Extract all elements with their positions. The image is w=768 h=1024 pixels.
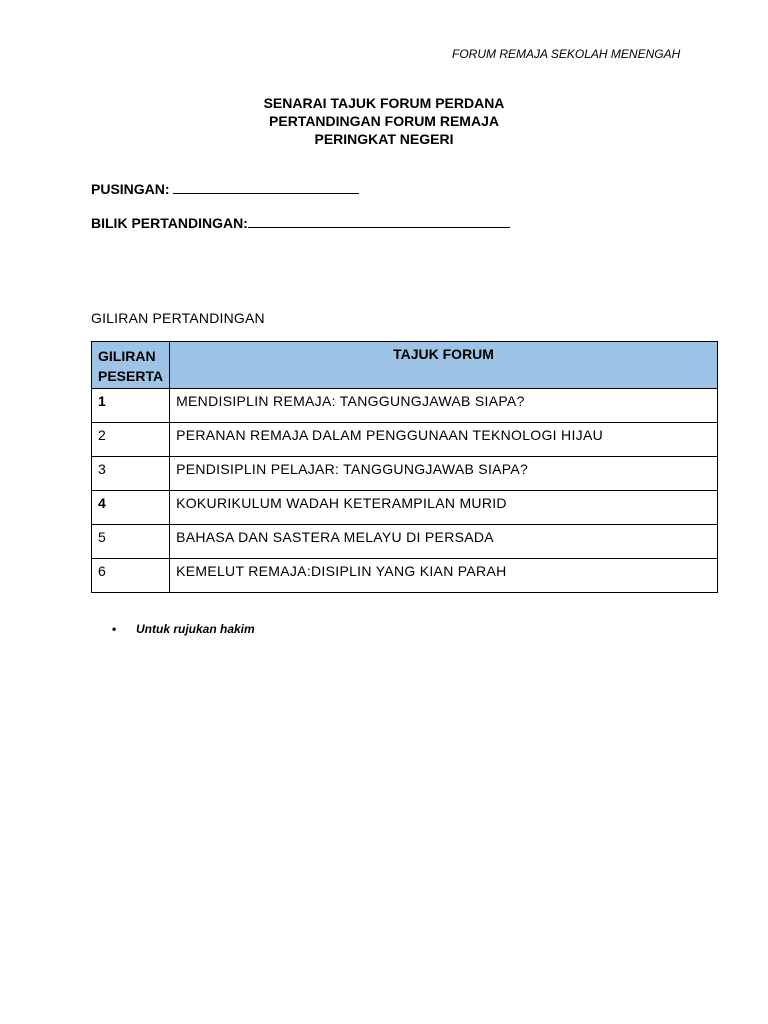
bullet-note bbox=[112, 622, 255, 636]
forum-topic-table bbox=[91, 341, 718, 593]
bilik-field bbox=[91, 214, 510, 231]
row-topic: BAHASA DAN SASTERA MELAYU DI PERSADA bbox=[170, 525, 718, 559]
section-title: GILIRAN PERTANDINGAN bbox=[91, 310, 265, 326]
table-row bbox=[92, 559, 718, 593]
bullet-note-text: Untuk rujukan hakim bbox=[136, 622, 255, 636]
row-number: 4 bbox=[92, 491, 170, 525]
header-note: FORUM REMAJA SEKOLAH MENENGAH bbox=[452, 47, 681, 61]
pusingan-blank-line bbox=[173, 180, 359, 194]
row-topic: PERANAN REMAJA DALAM PENGGUNAAN TEKNOLOGI HIJAU bbox=[170, 423, 718, 457]
header-tajuk-forum: TAJUK FORUM bbox=[170, 342, 718, 389]
pusingan-label: PUSINGAN: bbox=[91, 181, 170, 197]
table-row bbox=[92, 525, 718, 559]
title-line-3: PERINGKAT NEGERI bbox=[314, 131, 454, 147]
row-topic: KEMELUT REMAJA:DISIPLIN YANG KIAN PARAH bbox=[170, 559, 718, 593]
table-row bbox=[92, 491, 718, 525]
title-line-1: SENARAI TAJUK FORUM PERDANA bbox=[263, 95, 505, 111]
table-row bbox=[92, 423, 718, 457]
document-title bbox=[0, 94, 768, 148]
table-row bbox=[92, 389, 718, 423]
bullet-icon: • bbox=[112, 622, 117, 636]
bilik-label: BILIK PERTANDINGAN: bbox=[91, 215, 248, 231]
row-topic: KOKURIKULUM WADAH KETERAMPILAN MURID bbox=[170, 491, 718, 525]
row-number: 2 bbox=[92, 423, 170, 457]
row-number: 5 bbox=[92, 525, 170, 559]
row-number: 3 bbox=[92, 457, 170, 491]
header-giliran-peserta: GILIRAN PESERTA bbox=[92, 342, 170, 389]
pusingan-field bbox=[91, 180, 359, 197]
title-line-2: PERTANDINGAN FORUM REMAJA bbox=[269, 113, 499, 129]
table-row bbox=[92, 457, 718, 491]
row-topic: MENDISIPLIN REMAJA: TANGGUNGJAWAB SIAPA? bbox=[170, 389, 718, 423]
bilik-blank-line bbox=[248, 214, 510, 228]
row-number: 6 bbox=[92, 559, 170, 593]
row-topic: PENDISIPLIN PELAJAR: TANGGUNGJAWAB SIAPA? bbox=[170, 457, 718, 491]
table-header-row bbox=[92, 342, 718, 389]
row-number: 1 bbox=[92, 389, 170, 423]
